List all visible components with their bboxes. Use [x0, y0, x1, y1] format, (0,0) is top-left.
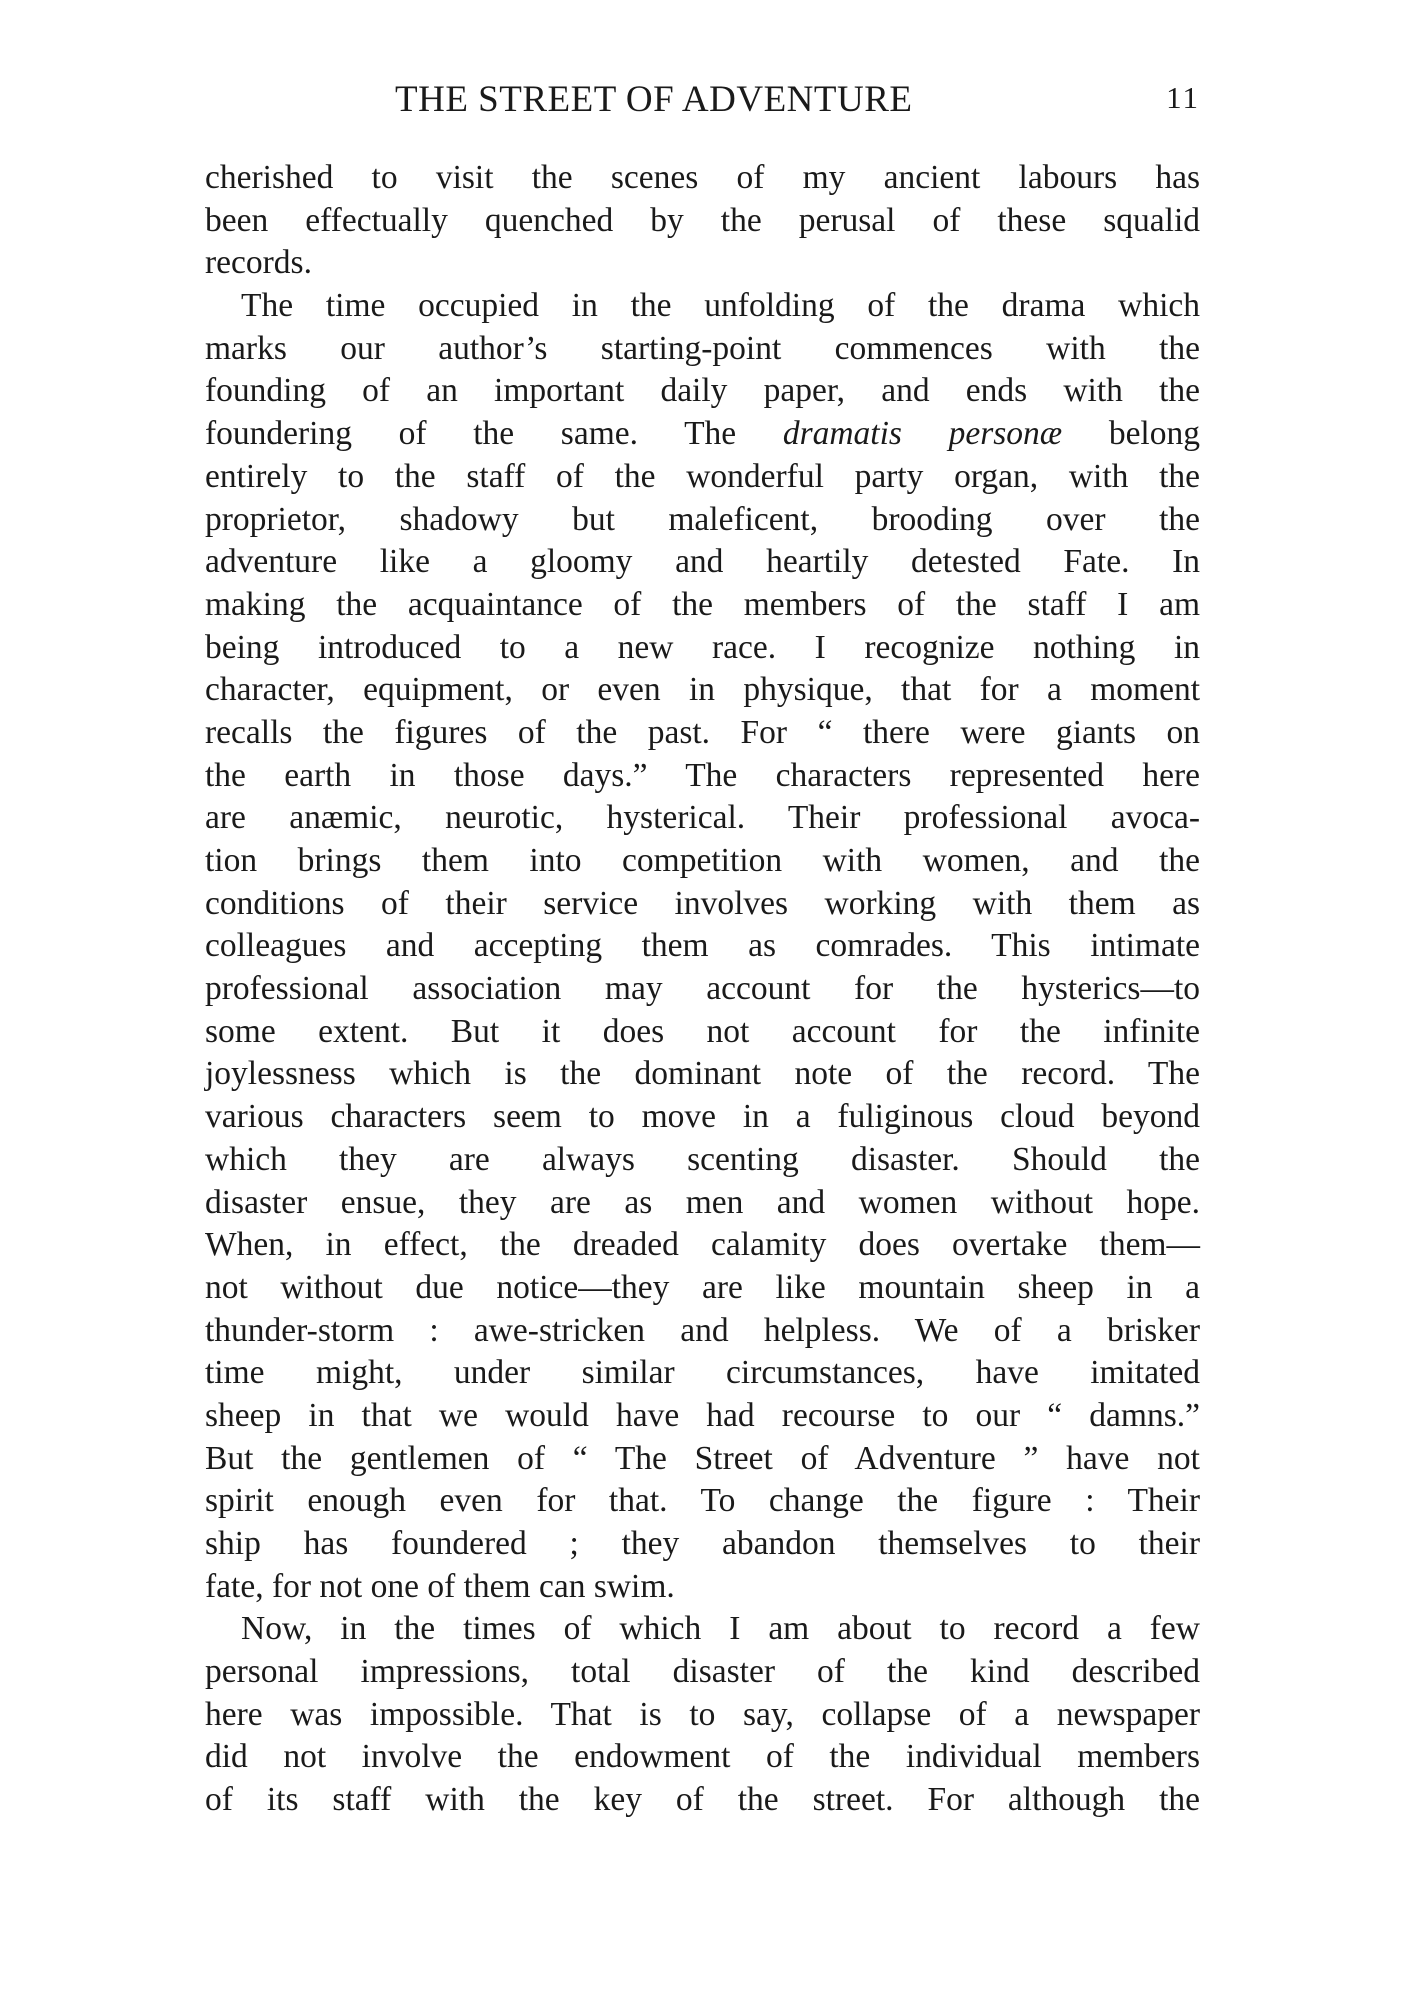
- text-line: conditions of their service involves working with them as: [205, 884, 1200, 922]
- text-line: professional association may account for the hysterics—to: [205, 970, 1200, 1008]
- text-line: thunder-storm : awe-stricken and helpless. We of a brisker: [205, 1311, 1200, 1349]
- text-line: are anæmic, neurotic, hysterical. Their professional avoca-: [205, 799, 1200, 837]
- text-line: the earth in those days.” The characters represented here: [205, 756, 1200, 794]
- text-line: fate, for not one of them can swim.: [205, 1567, 675, 1605]
- text-line: sheep in that we would have had recourse to our “ damns.”: [205, 1396, 1200, 1434]
- text-line: making the acquaintance of the members of the staff I am: [205, 585, 1200, 623]
- text-line: did not involve the endowment of the individual members: [205, 1738, 1200, 1776]
- text-line: foundering of the same. The dramatis personæ belong: [205, 415, 1200, 453]
- text-line: ship has foundered ; they abandon themselves to their: [205, 1525, 1200, 1562]
- text-line: time might, under similar circumstances, have imitated: [205, 1354, 1200, 1392]
- text-line: proprietor, shadowy but maleficent, brooding over the: [205, 500, 1200, 538]
- italic-phrase: dramatis personæ: [782, 415, 1063, 453]
- text-line: founding of an important daily paper, and ends with the: [205, 372, 1200, 410]
- text-line: been effectually quenched by the perusal of these squalid: [205, 201, 1200, 239]
- text-line: colleagues and accepting them as comrades. This intimate: [205, 927, 1200, 965]
- text-line: marks our author’s starting-point commences with the: [205, 329, 1200, 367]
- text-line: disaster ensue, they are as men and women without hope.: [205, 1183, 1200, 1221]
- text-line: here was impossible. That is to say, collapse of a newspaper: [205, 1695, 1200, 1733]
- text-line: spirit enough even for that. To change the figure : Their: [205, 1482, 1200, 1520]
- text-line: Now, in the times of which I am about to record a few: [241, 1610, 1200, 1648]
- text-line: records.: [205, 244, 312, 282]
- text-line: personal impressions, total disaster of the kind described: [205, 1653, 1200, 1691]
- page-number: 11: [1166, 80, 1200, 115]
- text-line: joylessness which is the dominant note of the record. The: [205, 1055, 1200, 1093]
- text-line: recalls the figures of the past. For “ there were giants on: [205, 713, 1200, 751]
- text-line: When, in effect, the dreaded calamity does overtake them—: [205, 1226, 1200, 1264]
- body-text: [205, 157, 1200, 1822]
- text-line: being introduced to a new race. I recognize nothing in: [205, 628, 1200, 666]
- running-title: THE STREET OF ADVENTURE: [395, 79, 913, 120]
- text-line: not without due notice—they are like mountain sheep in a: [205, 1268, 1200, 1306]
- text-line: entirely to the staff of the wonderful party organ, with the: [205, 457, 1200, 495]
- text-line: adventure like a gloomy and heartily detested Fate. In: [205, 543, 1200, 581]
- text-line: which they are always scenting disaster. Should the: [205, 1140, 1200, 1178]
- text-line: of its staff with the key of the street. For although the: [205, 1781, 1200, 1819]
- text-line: cherished to visit the scenes of my ancient labours has: [205, 159, 1200, 196]
- text-line: But the gentlemen of “ The Street of Adventure ” have not: [205, 1439, 1200, 1477]
- text-line: The time occupied in the unfolding of the drama which: [241, 287, 1200, 325]
- text-line: some extent. But it does not account for the infinite: [205, 1012, 1200, 1050]
- text-line: various characters seem to move in a fuliginous cloud beyond: [205, 1098, 1200, 1136]
- running-head: [205, 78, 1200, 124]
- text-line: tion brings them into competition with women, and the: [205, 842, 1200, 879]
- text-line: character, equipment, or even in physique, that for a moment: [205, 671, 1200, 709]
